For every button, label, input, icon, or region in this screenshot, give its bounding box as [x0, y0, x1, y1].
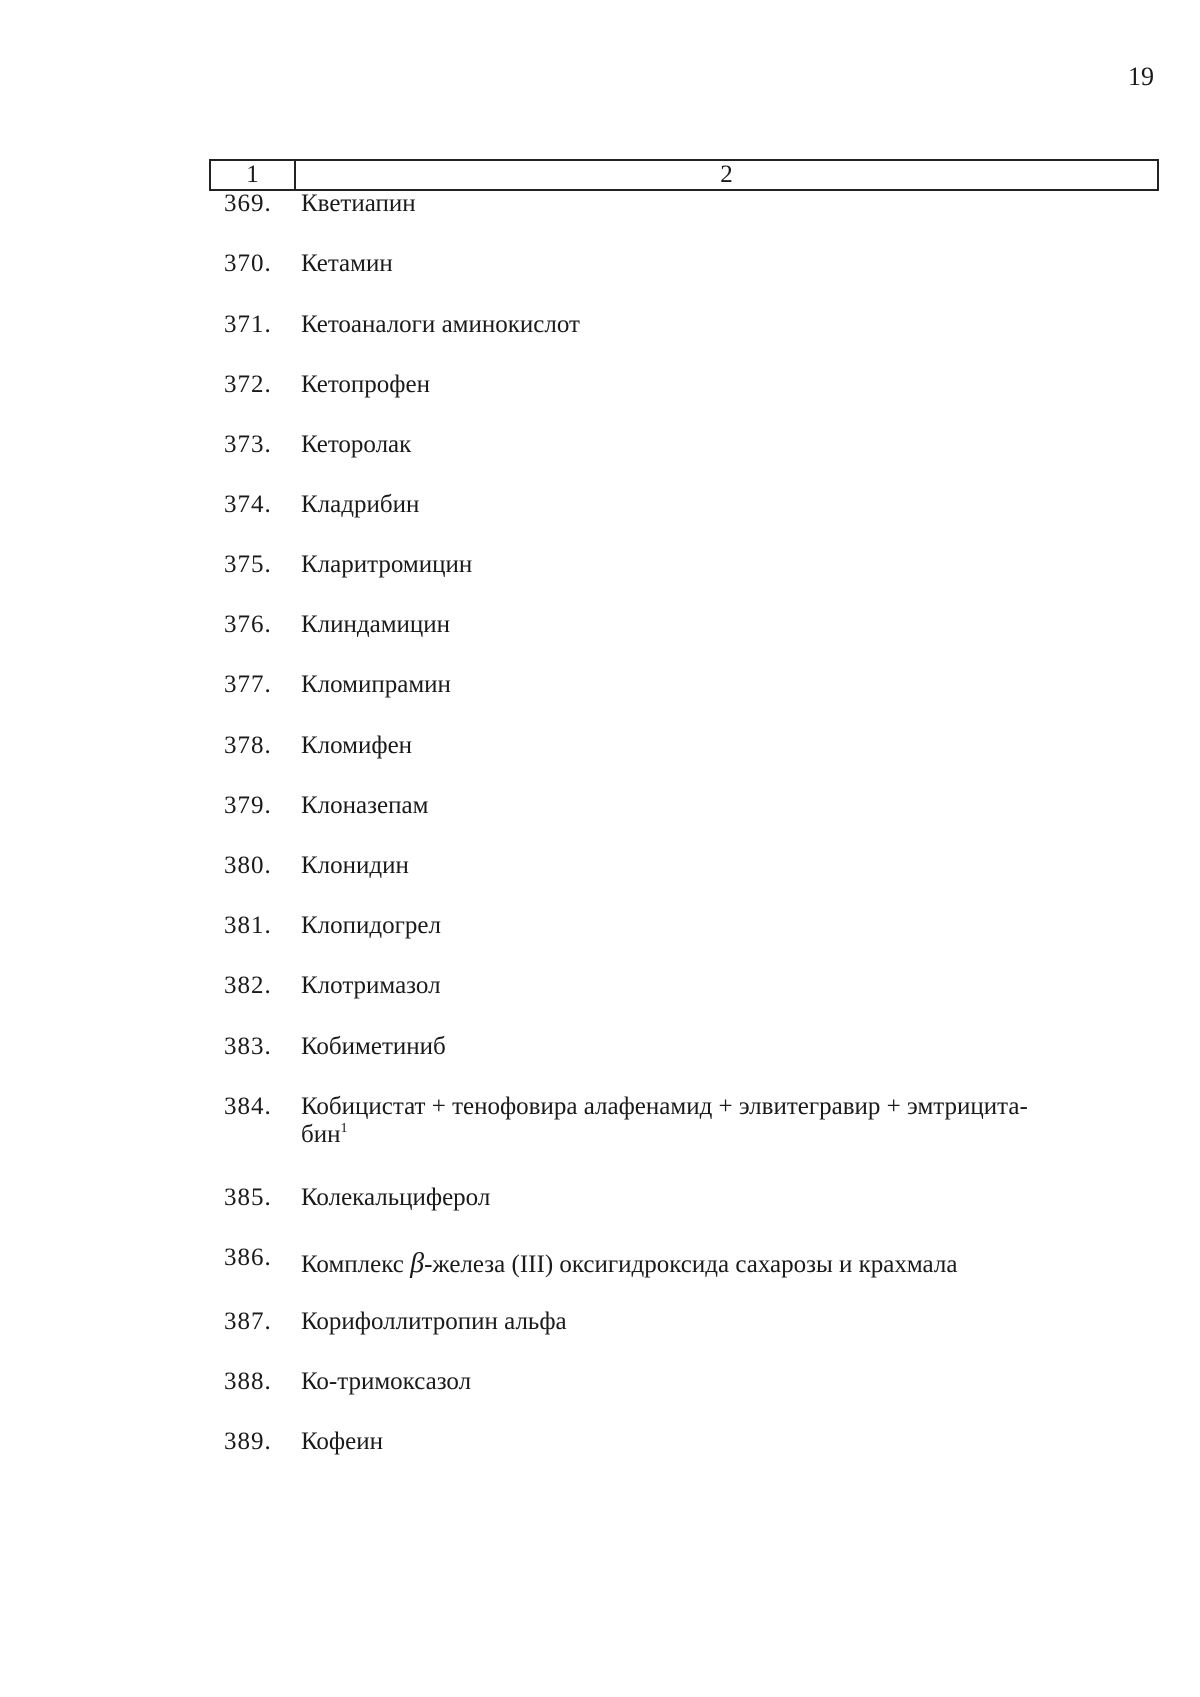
drug-name: Клоназепам [301, 792, 429, 819]
row-number: 388. [224, 1368, 272, 1395]
drug-name: Кетопрофен [301, 371, 430, 398]
drug-name: Кладрибин [301, 491, 420, 518]
list-item [200, 371, 430, 399]
list-item [200, 250, 393, 278]
row-number: 376. [224, 611, 272, 638]
drug-name: Кломипрамин [301, 671, 451, 698]
drug-name [300, 1093, 1028, 1149]
list-item [200, 611, 450, 639]
list-item [200, 1368, 471, 1396]
drug-name-prefix: Комплекс [301, 1251, 411, 1278]
list-item [200, 852, 409, 880]
drug-name: Клонидин [301, 852, 409, 879]
row-number: 377. [224, 671, 272, 698]
drug-name: Клотримазол [301, 972, 441, 999]
row-number: 372. [224, 371, 272, 398]
header-column-2: 2 [720, 161, 733, 188]
beta-symbol: β [410, 1248, 425, 1279]
list-item [200, 972, 441, 1000]
list-item [200, 1093, 1028, 1149]
drug-name-suffix: -железа (III) оксигидроксида сахарозы и крахмала [424, 1251, 958, 1278]
row-number: 380. [224, 852, 272, 879]
list-item [200, 311, 580, 339]
row-number: 383. [224, 1033, 272, 1060]
row-number: 373. [224, 431, 272, 458]
list-item [200, 1308, 567, 1336]
row-number: 385. [224, 1184, 272, 1211]
drug-name: Кеторолак [301, 431, 412, 458]
row-number: 381. [224, 912, 272, 939]
drug-name: Кветиапин [301, 190, 416, 217]
drug-name-line-2: бин [301, 1121, 341, 1148]
drug-name-line-1: Кобицистат + тенофовира алафенамид + элвитегравир + эмтрицита- [301, 1093, 1028, 1120]
drug-name: Кломифен [301, 732, 413, 759]
drug-name [300, 1244, 957, 1279]
row-number: 384. [224, 1093, 272, 1120]
drug-name: Кофеин [301, 1428, 383, 1455]
drug-name: Колекальциферол [301, 1184, 491, 1211]
row-number: 382. [224, 972, 272, 999]
list-item [200, 1244, 957, 1279]
list-item [200, 431, 411, 459]
drug-name: Ко-тримоксазол [301, 1368, 472, 1395]
row-number: 374. [224, 491, 272, 518]
row-number: 370. [224, 250, 272, 277]
list-item [200, 491, 419, 519]
drug-name: Кобиметиниб [301, 1033, 446, 1060]
drug-name: Кларитромицин [301, 551, 473, 578]
row-number: 379. [224, 792, 272, 819]
list-item [200, 1184, 490, 1212]
header-column-1: 1 [211, 161, 296, 189]
drug-name: Клопидогрел [301, 912, 441, 939]
drug-name: Корифоллитропин альфа [301, 1308, 567, 1335]
row-number: 371. [224, 311, 272, 338]
drug-name: Кетамин [301, 250, 393, 277]
footnote-marker: 1 [340, 1121, 348, 1136]
list-item [200, 732, 412, 760]
list-item [200, 1428, 383, 1456]
row-number: 389. [224, 1428, 272, 1455]
list-item [200, 912, 441, 940]
list-item [200, 792, 428, 820]
row-number: 375. [224, 551, 272, 578]
row-number: 378. [224, 732, 272, 759]
row-number: 386. [224, 1244, 272, 1271]
table-header [209, 159, 1159, 191]
row-number: 369. [224, 190, 272, 217]
list-item [200, 1033, 446, 1061]
list-item [200, 190, 416, 218]
row-number: 387. [224, 1308, 272, 1335]
drug-name: Кетоаналоги аминокислот [301, 311, 580, 338]
page-number: 19 [1128, 62, 1154, 91]
list-item [200, 551, 472, 579]
list-item [200, 671, 451, 699]
drug-name: Клиндамицин [301, 611, 451, 638]
